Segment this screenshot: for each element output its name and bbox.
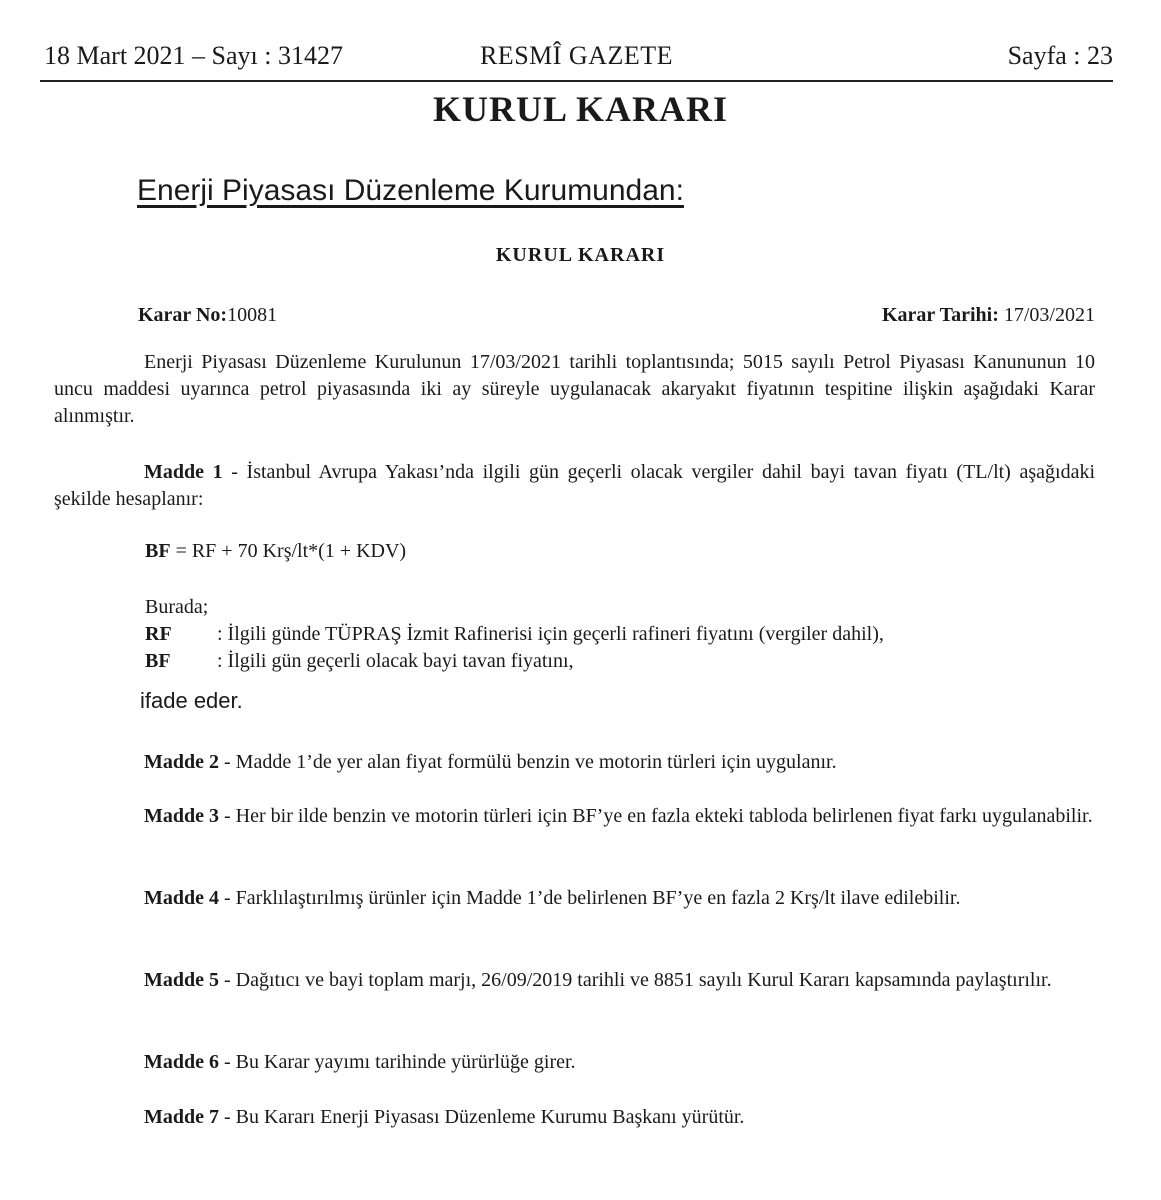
article-text: - Madde 1’de yer alan fiyat formülü benzin ve motorin türleri için uygulanır. [219,751,837,773]
article-text: - Bu Kararı Enerji Piyasası Düzenleme Kurumu Başkanı yürütür. [219,1106,745,1128]
decision-number-value: 10081 [227,304,278,326]
article-5 [54,967,1095,994]
article-label: Madde 7 [144,1106,219,1128]
definition-term: BF [145,650,171,672]
article-3 [54,803,1095,830]
decision-meta [138,304,1095,332]
article-label: Madde 1 [144,461,223,483]
publication-name: RESMÎ GAZETE [479,41,674,70]
decision-title: KURUL KARARI [495,244,666,266]
article-4 [54,885,1095,912]
definitions-intro: Burada; [145,596,209,618]
decision-date [882,304,1095,327]
page-number: Sayfa : 23 [1007,41,1113,70]
definition-desc: : İlgili gün geçerli olacak bayi tavan fiyatını, [217,650,574,672]
decision-date-label: Karar Tarihi: [882,304,999,326]
article-text: - Her bir ilde benzin ve motorin türleri için BF’ye en fazla ekteki tabloda belirlenen fiyat farkı uygulanabilir. [219,805,1093,827]
intro-text: Enerji Piyasası Düzenleme Kurulunun 17/03/2021 tarihli toplantısında; 5015 sayılı Petrol Piyasası Kanununun 10 uncu maddesi uyarınca petrol piyasasında iki ay süreyle uygulanacak akaryakıt fiyatının tespitine ilişkin aşağıdaki Karar alınmıştır. [54,351,1095,427]
gazette-header [40,40,1113,82]
definition-row [145,648,574,675]
decision-date-value: 17/03/2021 [1003,304,1095,326]
main-title: KURUL KARARI [432,89,729,129]
intro-paragraph [54,349,1095,430]
article-2 [54,749,1095,776]
decision-number-label: Karar No: [138,304,228,326]
article-label: Madde 4 [144,887,219,909]
price-formula [145,540,406,563]
definitions [145,594,884,675]
issue-info: 18 Mart 2021 – Sayı : 31427 [44,41,343,70]
article-7 [54,1104,1095,1131]
article-text: - Bu Karar yayımı tarihinde yürürlüğe girer. [219,1051,576,1073]
definitions-closing: ifade eder. [140,688,243,713]
article-label: Madde 3 [144,805,219,827]
article-label: Madde 5 [144,969,219,991]
article-text: - Farklılaştırılmış ürünler için Madde 1’de belirlenen BF’ye en fazla 2 Krş/lt ilave edilebilir. [219,887,961,909]
article-6 [54,1049,1095,1076]
article-text: - Dağıtıcı ve bayi toplam marjı, 26/09/2019 tarihli ve 8851 sayılı Kurul Kararı kapsamında paylaştırılır. [219,969,1052,991]
article-label: Madde 2 [144,751,219,773]
article-1 [54,459,1095,513]
definition-row [145,621,884,648]
formula-rhs: = RF + 70 Krş/lt*(1 + KDV) [170,540,407,562]
institution-heading: Enerji Piyasası Düzenleme Kurumundan: [137,174,684,207]
decision-number [138,304,277,327]
formula-lhs: BF [145,540,171,562]
definition-term: RF [145,623,172,645]
article-text: - İstanbul Avrupa Yakası’nda ilgili gün geçerli olacak vergiler dahil bayi tavan fiyatı (TL/lt) aşağıdaki şekilde hesaplanır: [54,461,1095,510]
article-label: Madde 6 [144,1051,219,1073]
definition-desc: : İlgili günde TÜPRAŞ İzmit Rafinerisi için geçerli rafineri fiyatını (vergiler dahil), [217,623,884,645]
